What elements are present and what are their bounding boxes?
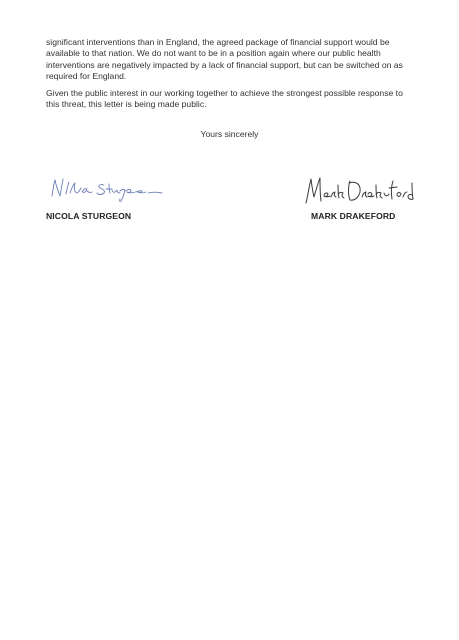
body-paragraph: Given the public interest in our working together to achieve the strongest possible response to this threat, this letter is being made public. [46,88,403,110]
signature-nicola-sturgeon [46,172,176,204]
closing-line: Yours sincerely [200,129,259,139]
body-paragraph: significant interventions than in England, the agreed package of financial support would be available to that nation. We do not want to be in a position again where our public health interventions are negatively impacted by a lack of financial support, but can be switched on as required for England. [46,37,403,81]
signatory-name-right: MARK DRAKEFORD [311,211,396,221]
signature-mark-drakeford [300,173,418,209]
signatory-name-left: NICOLA STURGEON [46,211,132,221]
